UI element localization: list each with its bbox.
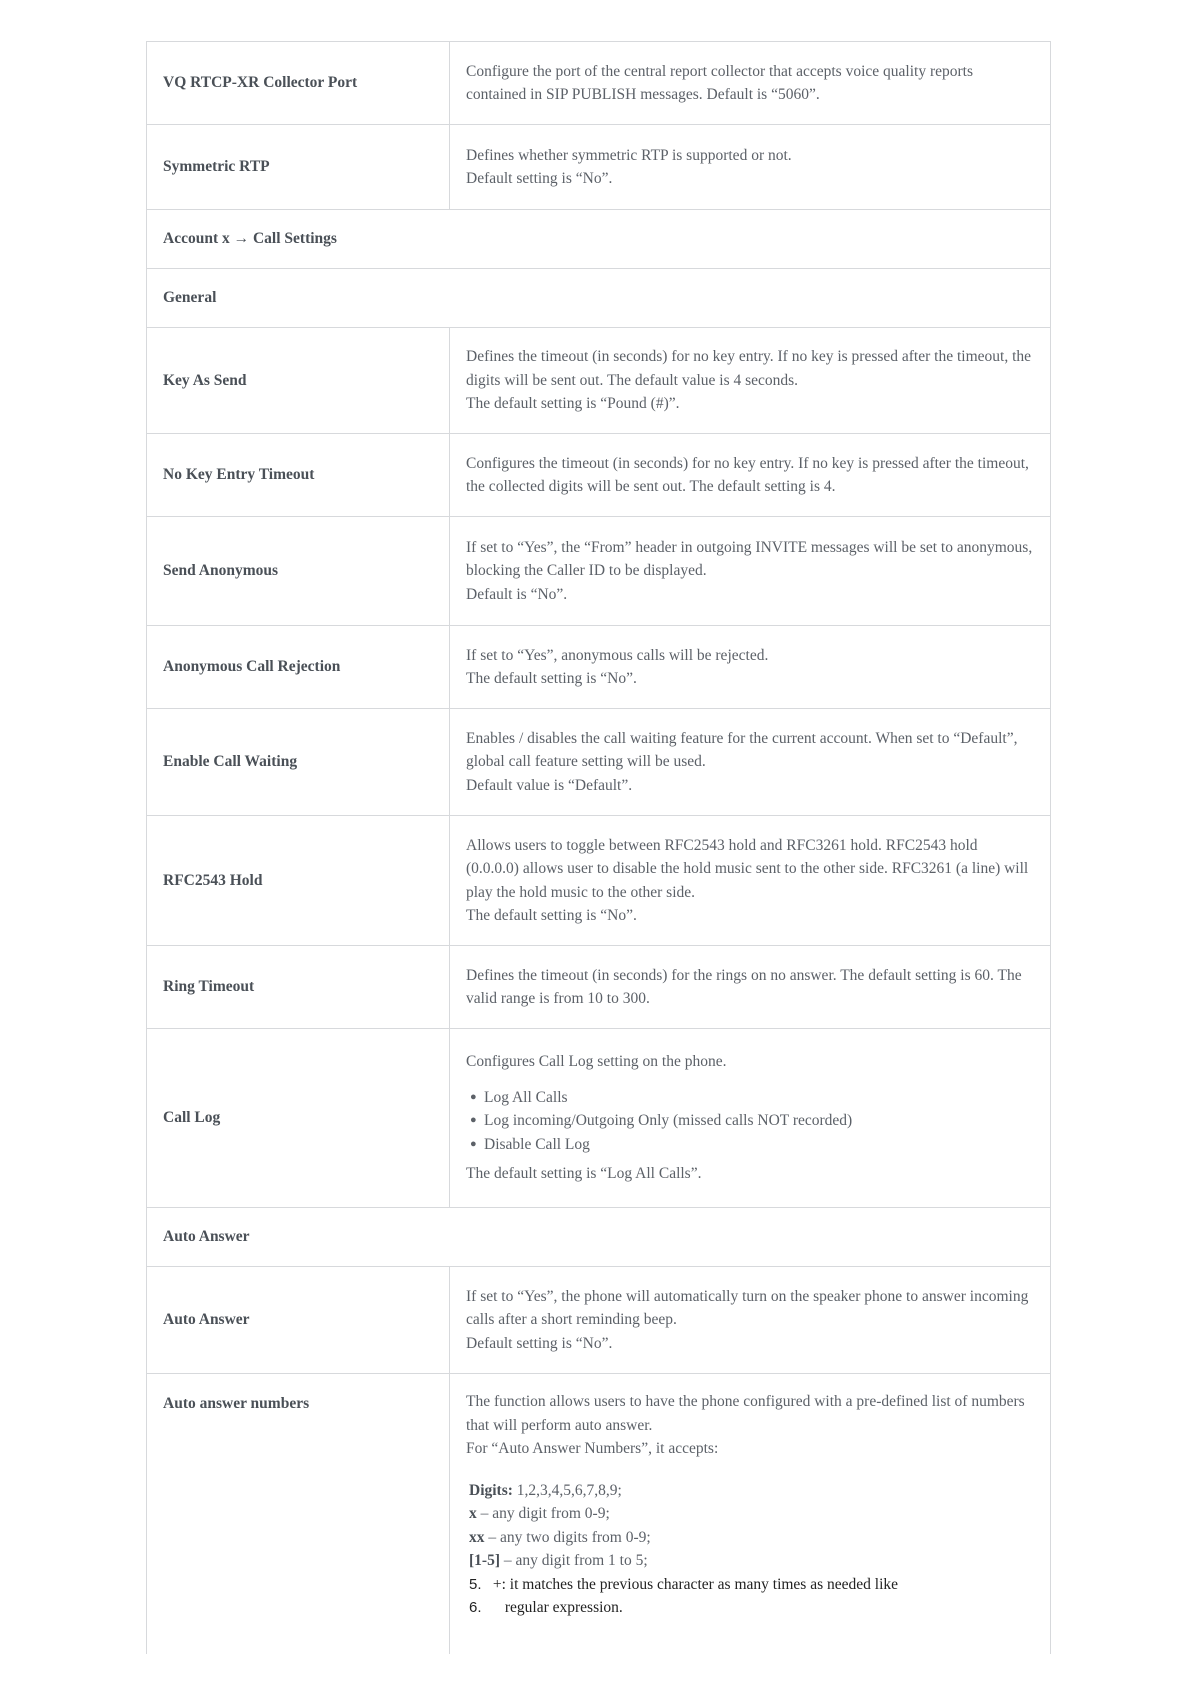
description-line: The default setting is “Log All Calls”. <box>466 1165 702 1183</box>
setting-name: Symmetric RTP <box>147 125 450 210</box>
pattern-text: – any digit from 1 to 5; <box>500 1552 648 1569</box>
description-line: The function allows users to have the phone configured with a pre-defined list of numbers that will perform auto answer. <box>466 1393 1025 1434</box>
numbered-item <box>466 1573 1034 1597</box>
pattern-text: – any digit from 0-9; <box>476 1505 610 1522</box>
setting-description <box>450 328 1051 434</box>
setting-name: Anonymous Call Rejection <box>147 626 450 709</box>
pattern-code <box>469 1479 1034 1503</box>
table-row <box>147 434 1051 517</box>
section-row <box>147 269 1051 328</box>
setting-name: Send Anonymous <box>147 517 450 626</box>
table-row <box>147 125 1051 210</box>
list-item: ● Log incoming/Outgoing Only (missed calls NOT recorded) <box>470 1109 1034 1133</box>
setting-description <box>450 626 1051 709</box>
setting-name: Call Log <box>147 1029 450 1208</box>
setting-name: No Key Entry Timeout <box>147 434 450 517</box>
table-row <box>147 946 1051 1029</box>
description-line: Default value is “Default”. <box>466 776 633 794</box>
table-row <box>147 1374 1051 1655</box>
pattern-text: – any two digits from 0-9; <box>484 1528 651 1546</box>
pattern-text: 1,2,3,4,5,6,7,8,9; <box>512 1481 622 1499</box>
setting-description <box>450 816 1051 946</box>
item-number: 5. <box>469 1575 482 1593</box>
description-line: Allows users to toggle between RFC2543 hold and RFC3261 hold. RFC2543 hold (0.0.0.0) allows user to disable the hold music sent to the other side. RFC3261 (a line) will play the hold music to the other side. <box>466 836 1029 901</box>
setting-description <box>450 434 1051 517</box>
setting-name: Auto answer numbers <box>147 1374 450 1655</box>
pattern-code <box>469 1502 1034 1526</box>
list-item: ● Disable Call Log <box>470 1133 1034 1157</box>
description-line: The default setting is “No”. <box>466 670 637 687</box>
setting-name: RFC2543 Hold <box>147 816 450 946</box>
pattern-code-list <box>466 1479 1034 1573</box>
table-row <box>147 42 1051 125</box>
description-line: Configures the timeout (in seconds) for no key entry. If no key is pressed after the timeout, the collected digits will be sent out. The default setting is 4. <box>466 454 1029 495</box>
settings-table <box>146 41 1051 1654</box>
table-row <box>147 517 1051 626</box>
list-item: ● Log All Calls <box>470 1086 1034 1110</box>
setting-name: Ring Timeout <box>147 946 450 1029</box>
description-line: The default setting is “Pound (#)”. <box>466 395 680 413</box>
section-heading-auto-answer: Auto Answer <box>147 1208 1051 1267</box>
description-line: The default setting is “No”. <box>466 907 637 924</box>
section-heading-call-settings: Account x → Call Settings <box>147 210 1051 269</box>
table-row <box>147 816 1051 946</box>
numbered-item <box>466 1596 1034 1620</box>
description-line: If set to “Yes”, the phone will automatically turn on the speaker phone to answer incoming calls after a short reminding beep. <box>466 1287 1029 1329</box>
setting-description <box>450 709 1051 816</box>
description-line: Default setting is “No”. <box>466 170 613 187</box>
setting-description <box>450 1374 1051 1655</box>
description-line: Configures Call Log setting on the phone. <box>466 1053 727 1071</box>
section-row <box>147 210 1051 269</box>
description-line: If set to “Yes”, the “From” header in outgoing INVITE messages will be set to anonymous, blocking the Caller ID to be displayed. <box>466 538 1033 580</box>
pattern-key: Digits: <box>469 1481 513 1499</box>
setting-name: Enable Call Waiting <box>147 709 450 816</box>
item-text: +: it matches the previous character as many times as needed like <box>492 1575 899 1593</box>
call-log-options-list <box>466 1086 1034 1157</box>
pattern-key: [1-5] <box>469 1552 500 1569</box>
description-line: If set to “Yes”, anonymous calls will be rejected. <box>466 646 769 664</box>
setting-description <box>450 42 1051 125</box>
description-line: For “Auto Answer Numbers”, it accepts: <box>466 1440 719 1457</box>
table-row <box>147 1029 1051 1208</box>
table-row <box>147 1267 1051 1374</box>
description-line: Default setting is “No”. <box>466 1334 613 1352</box>
description-line: Default is “No”. <box>466 585 568 603</box>
description-line: Defines the timeout (in seconds) for the rings on no answer. The default setting is 60. The valid range is from 10 to 300. <box>466 966 1022 1007</box>
setting-description <box>450 1029 1051 1208</box>
description-line: Enables / disables the call waiting feature for the current account. When set to “Default”, global call feature setting will be used. <box>466 729 1018 771</box>
setting-name: Key As Send <box>147 328 450 434</box>
setting-description <box>450 517 1051 626</box>
setting-description <box>450 1267 1051 1374</box>
setting-description <box>450 125 1051 210</box>
table-row <box>147 709 1051 816</box>
pattern-code <box>469 1549 1034 1573</box>
item-number: 6. <box>469 1599 482 1616</box>
pattern-key: x <box>469 1505 477 1522</box>
section-heading-general: General <box>147 269 1051 328</box>
table-row <box>147 328 1051 434</box>
table-row <box>147 626 1051 709</box>
pattern-code <box>469 1526 1034 1550</box>
description-line: Configure the port of the central report collector that accepts voice quality reports contained in SIP PUBLISH messages. Default is “5060”. <box>466 62 973 103</box>
pattern-key: xx <box>469 1528 485 1546</box>
setting-name: VQ RTCP-XR Collector Port <box>147 42 450 125</box>
setting-name: Auto Answer <box>147 1267 450 1374</box>
section-row <box>147 1208 1051 1267</box>
item-text: regular expression. <box>504 1599 623 1616</box>
setting-description <box>450 946 1051 1029</box>
description-line: Defines whether symmetric RTP is supported or not. <box>466 146 792 164</box>
description-line: Defines the timeout (in seconds) for no key entry. If no key is pressed after the timeout, the digits will be sent out. The default value is 4 seconds. <box>466 348 1032 389</box>
